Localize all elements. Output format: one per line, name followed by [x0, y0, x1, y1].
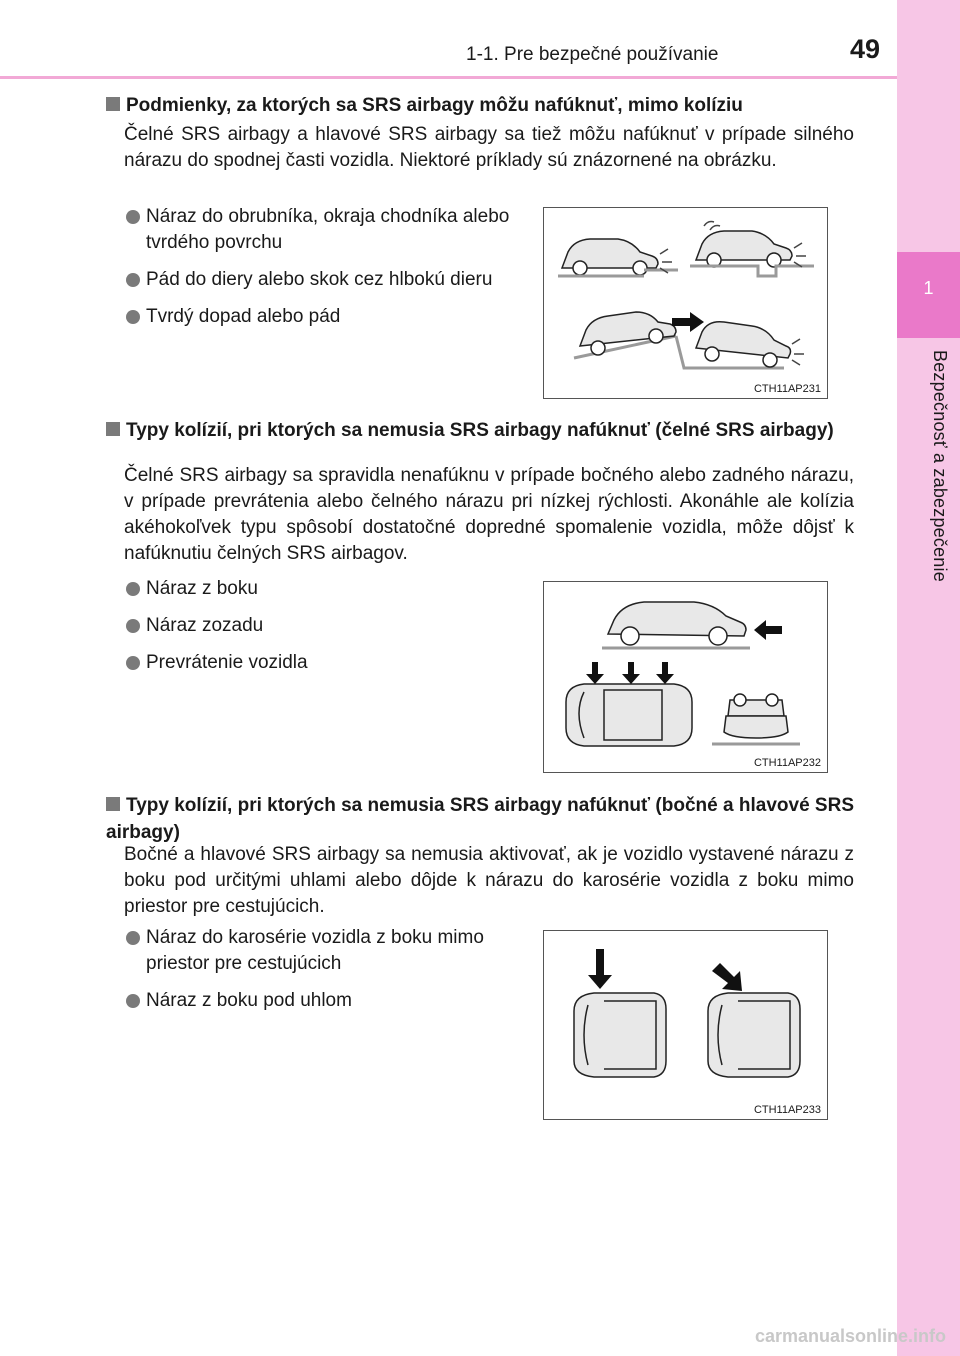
running-header-title: 1-1. Pre bezpečné používanie	[466, 44, 719, 65]
section-marker-icon	[106, 797, 120, 811]
side-angle-impact-illustration	[544, 931, 827, 1119]
chapter-number: 1	[923, 278, 934, 298]
figure-code: CTH11AP233	[753, 1104, 821, 1116]
list-item: Náraz do karosérie vozidla z boku mimo priestor pre cestujúcich	[126, 925, 524, 977]
figure-code: CTH11AP231	[753, 383, 821, 395]
side-rear-rollover-illustration	[544, 582, 827, 772]
list-item: Náraz z boku	[126, 576, 526, 602]
illustration-figure	[543, 930, 828, 1120]
chapter-title: Bezpečnosť a zabezpečenie	[930, 350, 950, 582]
section-title-text: Typy kolízií, pri ktorých sa nemusia SRS airbagy nafúknuť (čelné SRS airbagy)	[126, 420, 834, 441]
bullet-icon	[126, 931, 140, 945]
list-item: Náraz do obrubníka, okraja chodníka alebo tvrdého povrchu	[126, 204, 524, 256]
figure-code: CTH11AP232	[753, 757, 821, 769]
section-marker-icon	[106, 97, 120, 111]
chapter-side-tab	[897, 0, 960, 1356]
section-title	[106, 92, 826, 119]
section-marker-icon	[106, 422, 120, 436]
section-title-text: Typy kolízií, pri ktorých sa nemusia SRS airbagy nafúknuť (bočné a hlavové SRS airbagy)	[106, 795, 854, 843]
illustration-figure	[543, 207, 828, 399]
bullet-icon	[126, 656, 140, 670]
list-item: Náraz z boku pod uhlom	[126, 988, 524, 1014]
list-item: Tvrdý dopad alebo pád	[126, 304, 524, 330]
list-item: Pád do diery alebo skok cez hlbokú dieru	[126, 267, 524, 293]
bullet-list	[126, 576, 526, 687]
curb-impact-illustration	[544, 208, 827, 398]
section-paragraph: Bočné a hlavové SRS airbagy sa nemusia aktivovať, ak je vozidlo vystavené nárazu z boku pod určitými uhlami alebo dôjde k nárazu do karosérie vozidla z boku mimo priestor pre cestujúcich.	[124, 844, 854, 917]
bullet-list	[126, 925, 524, 1025]
header-divider	[0, 76, 897, 79]
bullet-icon	[126, 210, 140, 224]
watermark: carmanualsonline.info	[754, 1326, 946, 1346]
bullet-icon	[126, 619, 140, 633]
list-item: Náraz zozadu	[126, 613, 526, 639]
illustration-figure	[543, 581, 828, 773]
section-title	[106, 417, 854, 444]
section-title-text: Podmienky, za ktorých sa SRS airbagy môžu nafúknuť, mimo kolíziu	[126, 95, 743, 116]
page-number: 49	[850, 34, 881, 64]
bullet-icon	[126, 273, 140, 287]
section-title	[106, 792, 854, 846]
list-item: Prevrátenie vozidla	[126, 650, 526, 676]
bullet-icon	[126, 582, 140, 596]
section-paragraph: Čelné SRS airbagy a hlavové SRS airbagy sa tiež môžu nafúknuť v prípade silného nárazu do spodnej časti vozidla. Niektoré príklady sú znázornené na obrázku.	[124, 124, 854, 171]
bullet-icon	[126, 994, 140, 1008]
bullet-list	[126, 204, 524, 341]
bullet-icon	[126, 310, 140, 324]
section-paragraph: Čelné SRS airbagy sa spravidla nenafúknu v prípade bočného alebo zadného nárazu, v prípade prevrátenia alebo čelného nárazu pri nízkej rýchlosti. Akonáhle ale kolízia akéhokoľvek typu spôsobí dostatočné dopredné spomalenie vozidla, môže dôjsť k nafúknutiu čelných SRS airbagov.	[124, 465, 854, 564]
